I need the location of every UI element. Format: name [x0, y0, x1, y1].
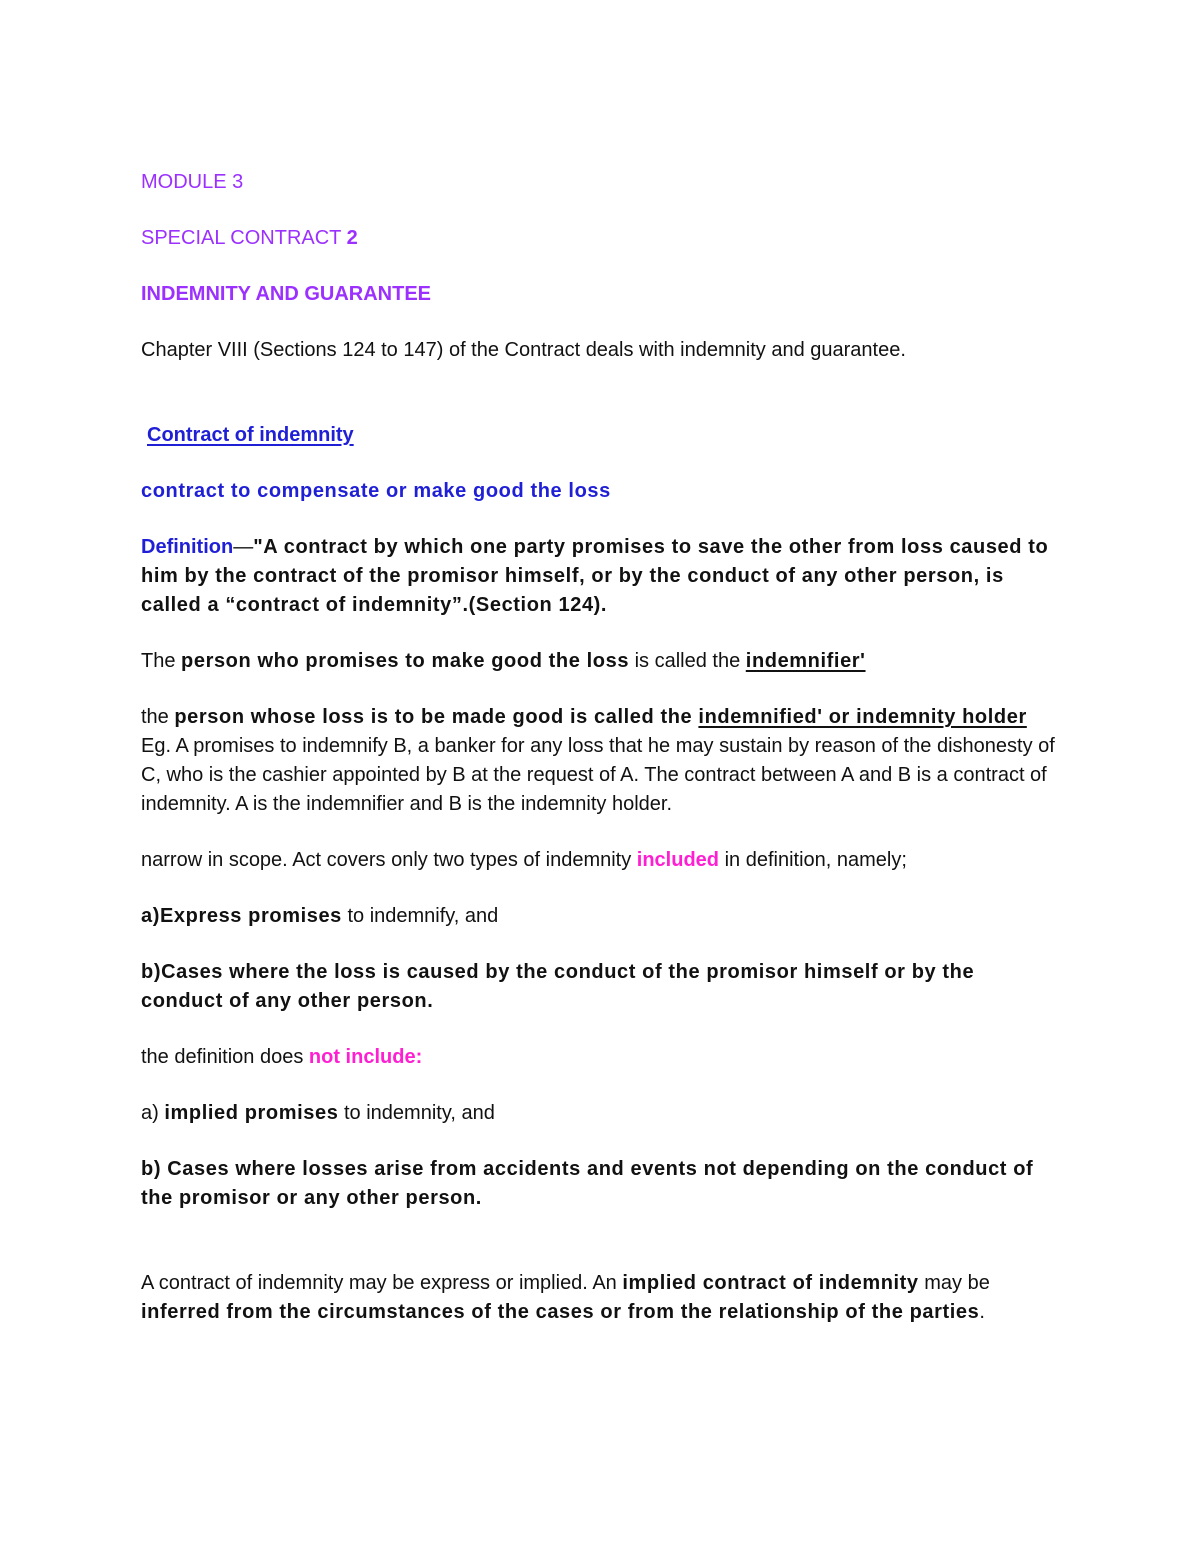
contract-of-indemnity-title: Contract of indemnity	[147, 424, 354, 446]
scope-pre: narrow in scope. Act covers only two types of indemnity	[141, 849, 637, 871]
excluded-item-a-pre: a)	[141, 1102, 165, 1124]
indemnifier-line	[141, 647, 1061, 676]
not-include-pre: the definition does	[141, 1046, 309, 1068]
final-paragraph	[141, 1269, 1061, 1327]
not-include-highlight: not include:	[308, 1046, 423, 1068]
excluded-item-a-rest: to indemnity, and	[338, 1102, 495, 1124]
not-include-line	[141, 1043, 1061, 1072]
included-item-a-rest: to indemnify, and	[341, 905, 499, 927]
subtitle: contract to compensate or make good the loss	[141, 480, 611, 502]
indemnified-bold: person whose loss is to be made good is called the	[174, 706, 699, 728]
document-page	[141, 168, 1061, 1327]
module-label: MODULE 3	[141, 171, 244, 193]
definition-paragraph	[141, 533, 1061, 620]
excluded-item-b-bold: b) Cases where losses arise from accidents and events not depending on the conduct of the promisor or any other person.	[141, 1158, 1034, 1209]
chapter-line: Chapter VIII (Sections 124 to 147) of the Contract deals with indemnity and guarantee.	[141, 339, 906, 361]
scope-post: in definition, namely;	[719, 849, 907, 871]
included-item-b-bold: b)Cases where the loss is caused by the conduct of the promisor himself or by the conduct of any other person.	[141, 961, 975, 1012]
excluded-item-a-bold: implied promises	[164, 1102, 339, 1124]
definition-text: "A contract by which one party promises to save the other from loss caused to him by the contract of the promisor himself, or by the conduct of any other person, is called a “contract of indemnity”.(Section 124).	[141, 536, 1049, 616]
final-pre: A contract of indemnity may be express or implied. An	[141, 1272, 623, 1294]
indemnifier-pre: The	[141, 650, 182, 672]
special-contract-label	[141, 224, 1061, 253]
definition-label: Definition	[141, 536, 234, 558]
special-contract-text: SPECIAL CONTRACT	[141, 227, 347, 249]
indemnified-line	[141, 703, 1061, 732]
final-bold-2: inferred from the circumstances of the cases or from the relationship of the parties	[141, 1301, 980, 1323]
scope-highlight: included	[636, 849, 720, 871]
included-item-a	[141, 902, 1061, 931]
definition-dash: —	[233, 536, 254, 558]
excluded-item-b	[141, 1155, 1061, 1213]
included-item-b	[141, 958, 1061, 1016]
indemnified-term: indemnified' or indemnity holder	[698, 706, 1027, 728]
final-mid: may be	[918, 1272, 990, 1294]
indemnifier-bold: person who promises to make good the loss	[181, 650, 630, 672]
indemnified-pre: the	[141, 706, 175, 728]
scope-line	[141, 846, 1061, 875]
indemnifier-mid: is called the	[629, 650, 746, 672]
included-item-a-bold: a)Express promises	[141, 905, 342, 927]
example-paragraph: Eg. A promises to indemnify B, a banker for any loss that he may sustain by reason of the dishonesty of C, who is the cashier appointed by B at the request of A. The contract between A and B is a contract of indemnity. A is the indemnifier and B is the indemnity holder.	[141, 735, 1055, 815]
final-end: .	[979, 1301, 985, 1323]
final-bold-1: implied contract of indemnity	[622, 1272, 919, 1294]
indemnifier-term: indemnifier'	[745, 650, 866, 672]
section-heading: INDEMNITY AND GUARANTEE	[141, 283, 432, 305]
special-contract-number: 2	[346, 227, 358, 249]
excluded-item-a	[141, 1099, 1061, 1128]
